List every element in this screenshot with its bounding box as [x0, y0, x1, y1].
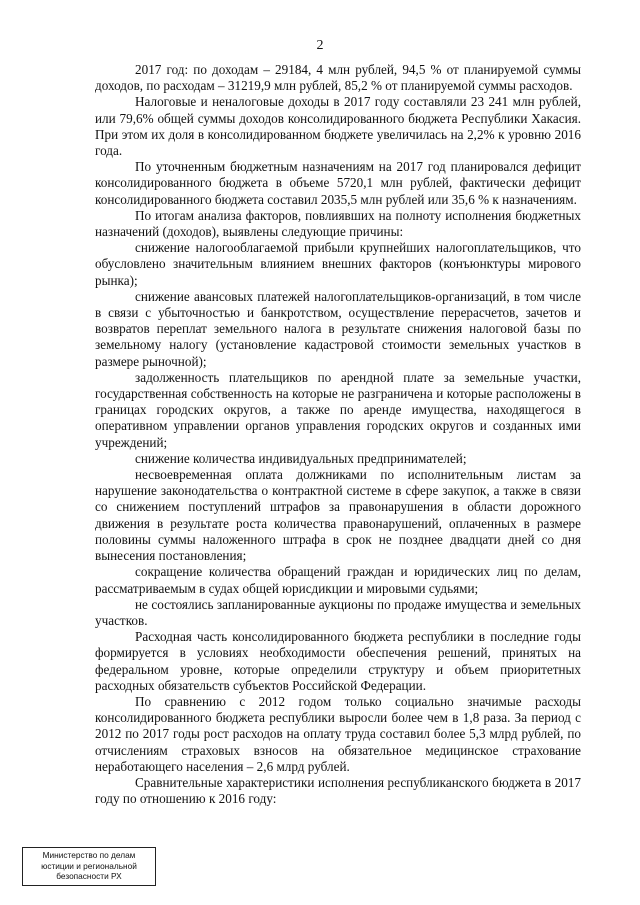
paragraph-reason-auctions: не состоялись запланированные аукционы по продаже имущества и земельных участков.	[95, 596, 581, 628]
paragraph-deficit: По уточненным бюджетным назначениям на 2017 год планировался дефицит консолидированного бюджета в объеме 5720,1 млн рублей, фактически дефицит консолидированного бюджета составил 2035,5 млн рублей или 35,6 % к назначениям.	[95, 159, 581, 207]
paragraph-comparative-intro: Сравнительные характеристики исполнения республиканского бюджета в 2017 году по отношению к 2016 году:	[95, 774, 581, 807]
page-number: 2	[316, 38, 324, 53]
paragraph-reason-profit: снижение налогооблагаемой прибыли крупнейших налогоплательщиков, что обусловлено значительным влиянием внешних факторов (конъюнктуры мирового рынка);	[95, 240, 581, 288]
ministry-stamp	[22, 847, 156, 886]
stamp-line-2: юстиции и региональной	[41, 860, 137, 871]
paragraph-reason-fines: несвоевременная оплата должниками по исполнительным листам за нарушение законодательства о контрактной системе в сфере закупок, а также в связи со снижением поступлений штрафов за правонарушения в области дорожного движения в результате роста количества правонарушений, оплаченных в размере половины суммы наложенного штрафа в срок не позднее двадцати дней со дня вынесения постановления;	[95, 467, 581, 564]
paragraph-expenditure: Расходная часть консолидированного бюджета республики в последние годы формируется в условиях необходимости обеспечения решений, принятых на федеральном уровне, которые определили структуру и объем приоритетных расходных обязательств субъектов Российской Федерации.	[95, 629, 581, 693]
paragraph-analysis-intro: По итогам анализа факторов, повлиявших на полноту исполнения бюджетных назначений (доходов), выявлены следующие причины:	[95, 207, 581, 240]
document-body	[95, 62, 581, 807]
paragraph-reason-advance-payments: снижение авансовых платежей налогоплательщиков-организаций, в том числе в связи с убыточностью и банкротством, осуществление перерасчетов, зачетов и возвратов переплат земельного налога в результате снижения налоговой базы по земельному налогу (установление кадастровой стоимости земельных участков в размере рыночной);	[95, 288, 581, 369]
paragraph-reason-entrepreneurs: снижение количества индивидуальных предпринимателей;	[135, 450, 467, 466]
paragraph-comparison-2012: По сравнению с 2012 годом только социально значимые расходы консолидированного бюджета республики выросли более чем в 1,8 раза. За период с 2012 по 2017 годы рост расходов на оплату труда составил более 5,3 млрд рублей, по отчислениям страховых взносов на обязательное медицинское страхование неработающего населения – 2,6 млрд рублей.	[95, 693, 581, 774]
paragraph-reason-court-cases: сокращение количества обращений граждан и юридических лиц по делам, рассматриваемым в судах общей юрисдикции и мировыми судьями;	[95, 564, 581, 596]
stamp-line-1: Министерство по делам	[42, 850, 136, 860]
paragraph-tax-revenues: Налоговые и неналоговые доходы в 2017 году составляли 23 241 млн рублей, или 79,6% общей суммы доходов консолидированного бюджета Республики Хакасия. При этом их доля в консолидированном бюджете увеличилась на 2,2% к уровню 2016 года.	[95, 94, 581, 159]
stamp-line-3: безопасности РХ	[56, 871, 122, 881]
paragraph-reason-rent-debt: задолженность плательщиков по арендной плате за земельные участки, государственная собственность на которые не разграничена и которые расположены в границах городских округов, а также по аренде имущества, находящегося в оперативном управлении органов управления городских округов и созданных ими учреждений;	[95, 369, 581, 450]
paragraph-budget-execution: 2017 год: по доходам – 29184, 4 млн рублей, 94,5 % от планируемой суммы доходов, по расходам – 31219,9 млн рублей, 85,2 % от планируемой суммы расходов.	[95, 62, 581, 94]
